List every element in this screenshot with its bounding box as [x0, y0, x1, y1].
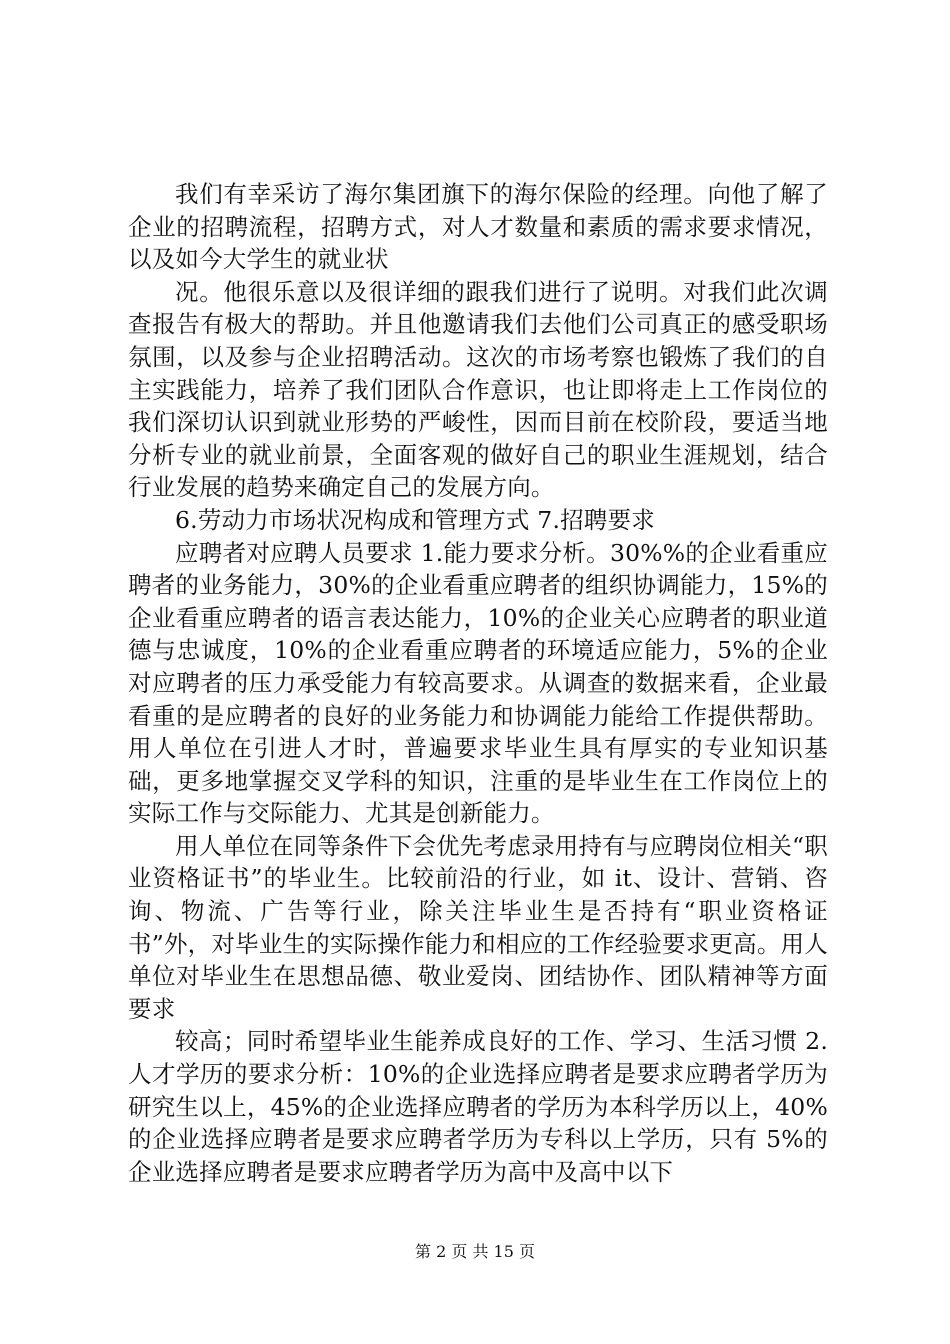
paragraph-education-requirements: 较高；同时希望毕业生能养成良好的工作、学习、生活习惯 2.人才学历的要求分析：10%的企业选择应聘者是要求应聘者学历为研究生以上，45%的企业选择应聘者的学历为本科学历以上，40%的企业选择应聘者是要求应聘者学历为专科以上学历，只有 5%的企业选择应聘者是要求应聘者学历为高中及高中以下 — [128, 1027, 829, 1186]
paragraph-interview-continued: 况。他很乐意以及很详细的跟我们进行了说明。对我们此次调查报告有极大的帮助。并且他邀请我们去他们公司真正的感受职场氛围，以及参与企业招聘活动。这次的市场考察也锻炼了我们的自主实践能力，培养了我们团队合作意识，也让即将走上工作岗位的我们深切认识到就业形势的严峻性，因而目前在校阶段，要适当地分析专业的就业前景，全面客观的做好自己的职业生涯规划，结合行业发展的趋势来确定自己的发展方向。 — [128, 277, 828, 502]
paragraph-interview: 我们有幸采访了海尔集团旗下的海尔保险的经理。向他了解了企业的招聘流程，招聘方式，对人才数量和素质的需求要求情况，以及如今大学生的就业状 — [128, 180, 828, 274]
page-number-footer: 第 2 页 共 15 页 — [415, 1242, 535, 1261]
section-heading-labor-market: 6.劳动力市场状况构成和管理方式 7.招聘要求 — [175, 505, 655, 534]
paragraph-ability-requirements: 应聘者对应聘人员要求 1.能力要求分析。30%%的企业看重应聘者的业务能力，30%的企业看重应聘者的组织协调能力，15%的企业看重应聘者的语言表达能力，10%的企业关心应聘者的职业道德与忠诚度，10%的企业看重应聘者的环境适应能力，5%的企业对应聘者的压力承受能力有较高要求。从调查的数据来看，企业最看重的是应聘者的良好的业务能力和协调能力能给工作提供帮助。用人单位在引进人才时，普遍要求毕业生具有厚实的专业知识基础，更多地掌握交叉学科的知识，注重的是毕业生在工作岗位上的实际工作与交际能力、尤其是创新能力。 — [128, 538, 828, 828]
body-text — [128, 178, 828, 1188]
paragraph-certificates: 用人单位在同等条件下会优先考虑录用持有与应聘岗位相关“职业资格证书”的毕业生。比较前沿的行业，如 it、设计、营销、咨询、物流、广告等行业，除关注毕业生是否持有“职业资格证书”外，对毕业生的实际操作能力和相应的工作经验要求更高。用人单位对毕业生在思想品德、敬业爱岗、团结协作、团队精神等方面要求 — [128, 831, 828, 1023]
